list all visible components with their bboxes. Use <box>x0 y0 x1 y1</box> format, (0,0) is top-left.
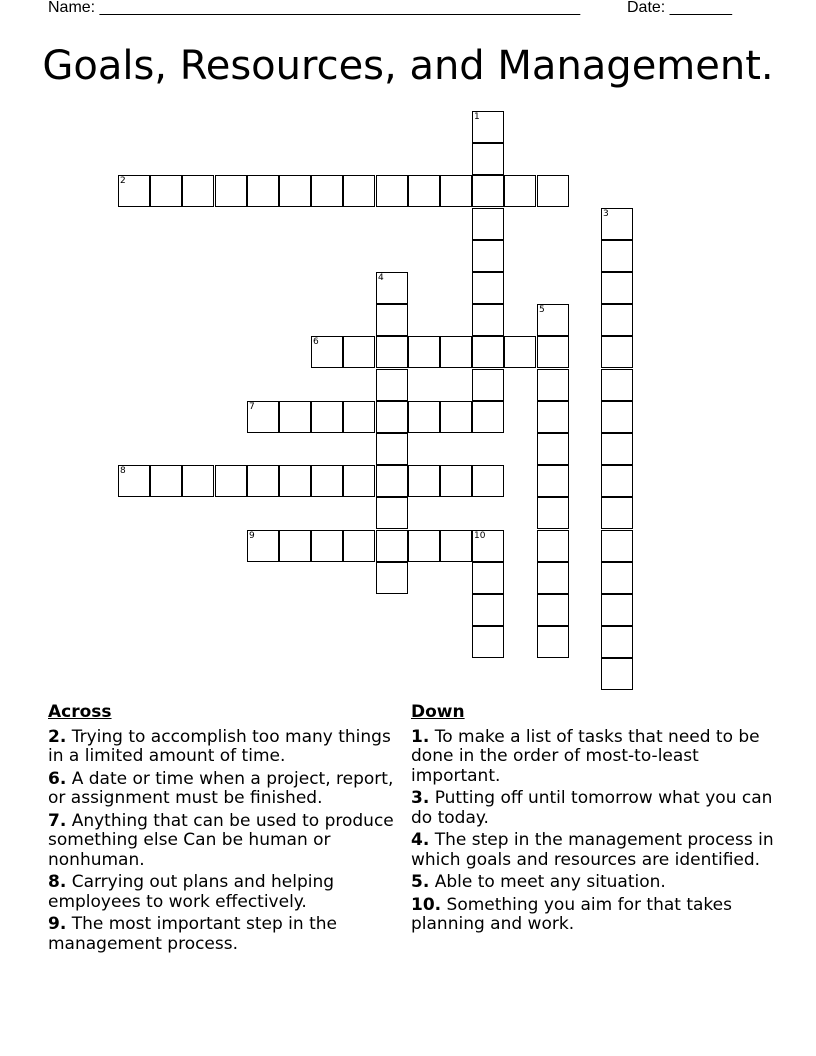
grid-cell[interactable] <box>376 272 408 304</box>
grid-cell[interactable] <box>601 336 633 368</box>
grid-cell[interactable] <box>343 465 375 497</box>
grid-cell[interactable] <box>279 175 311 207</box>
grid-cell[interactable] <box>601 658 633 690</box>
down-clues <box>411 703 783 938</box>
grid-cell[interactable] <box>118 465 150 497</box>
grid-cell[interactable] <box>537 626 569 658</box>
cell-number: 9 <box>249 531 255 541</box>
grid-cell[interactable] <box>279 465 311 497</box>
grid-cell[interactable] <box>215 465 247 497</box>
clue-number: 3. <box>411 788 430 808</box>
across-clue-2 <box>48 728 406 767</box>
grid-cell[interactable] <box>247 530 279 562</box>
cell-number: 8 <box>120 466 126 476</box>
grid-cell[interactable] <box>440 336 472 368</box>
grid-cell[interactable] <box>537 562 569 594</box>
down-clue-10 <box>411 896 783 935</box>
cell-number: 6 <box>313 337 319 347</box>
grid-cell[interactable] <box>601 594 633 626</box>
clue-number: 4. <box>411 830 430 850</box>
clue-text: The step in the management process in which goals and resources are identified. <box>411 830 774 870</box>
grid-cell[interactable] <box>537 401 569 433</box>
grid-cell[interactable] <box>408 401 440 433</box>
clue-number: 5. <box>411 872 430 892</box>
grid-cell[interactable] <box>504 336 536 368</box>
grid-cell[interactable] <box>376 336 408 368</box>
grid-cell[interactable] <box>343 530 375 562</box>
clue-text: A date or time when a project, report, or assignment must be finished. <box>48 768 394 808</box>
grid-cell[interactable] <box>376 175 408 207</box>
grid-cell[interactable] <box>537 336 569 368</box>
grid-cell[interactable] <box>311 401 343 433</box>
grid-cell[interactable] <box>376 304 408 336</box>
across-heading: Across <box>48 702 112 722</box>
clue-number: 7. <box>48 810 67 831</box>
grid-cell[interactable] <box>601 465 633 497</box>
grid-cell[interactable] <box>601 272 633 304</box>
grid-cell[interactable] <box>247 175 279 207</box>
grid-cell[interactable] <box>472 594 504 626</box>
grid-cell[interactable] <box>343 401 375 433</box>
grid-cell[interactable] <box>472 304 504 336</box>
grid-cell[interactable] <box>279 401 311 433</box>
grid-cell[interactable] <box>311 336 343 368</box>
clue-number: 8. <box>48 872 67 892</box>
grid-cell[interactable] <box>601 240 633 272</box>
grid-cell[interactable] <box>537 304 569 336</box>
grid-cell[interactable] <box>472 111 504 143</box>
clue-number: 6. <box>48 768 67 789</box>
grid-cell[interactable] <box>537 175 569 207</box>
grid-cell[interactable] <box>376 497 408 529</box>
grid-cell[interactable] <box>118 175 150 207</box>
grid-cell[interactable] <box>408 175 440 207</box>
grid-cell[interactable] <box>311 465 343 497</box>
clue-text: To make a list of tasks that need to be done in the order of most-to-least important. <box>411 726 760 786</box>
grid-cell[interactable] <box>376 401 408 433</box>
down-clue-5 <box>411 873 783 893</box>
grid-cell[interactable] <box>472 465 504 497</box>
clue-number: 2. <box>48 726 67 747</box>
grid-cell[interactable] <box>440 530 472 562</box>
grid-cell[interactable] <box>472 401 504 433</box>
grid-cell[interactable] <box>601 208 633 240</box>
grid-cell[interactable] <box>601 530 633 562</box>
grid-cell[interactable] <box>472 336 504 368</box>
grid-cell[interactable] <box>150 175 182 207</box>
page-title: Goals, Resources, and Management. <box>42 43 774 89</box>
grid-cell[interactable] <box>408 336 440 368</box>
clue-text: Putting off until tomorrow what you can do today. <box>411 788 773 828</box>
grid-cell[interactable] <box>537 433 569 465</box>
grid-cell[interactable] <box>343 336 375 368</box>
grid-cell[interactable] <box>472 208 504 240</box>
grid-cell[interactable] <box>376 530 408 562</box>
grid-cell[interactable] <box>182 175 214 207</box>
grid-cell[interactable] <box>601 401 633 433</box>
grid-cell[interactable] <box>601 433 633 465</box>
grid-cell[interactable] <box>440 175 472 207</box>
grid-cell[interactable] <box>537 530 569 562</box>
clue-number: 1. <box>411 726 430 747</box>
grid-cell[interactable] <box>472 240 504 272</box>
grid-cell[interactable] <box>150 465 182 497</box>
grid-cell[interactable] <box>311 175 343 207</box>
cell-number: 4 <box>378 273 384 283</box>
across-clue-6 <box>48 770 406 809</box>
cell-number: 5 <box>539 305 545 315</box>
clue-number: 9. <box>48 914 67 934</box>
grid-cell[interactable] <box>279 530 311 562</box>
grid-cell[interactable] <box>601 626 633 658</box>
down-clue-4 <box>411 831 783 870</box>
name-field[interactable]: Name: ______________________________________________________ <box>48 0 581 16</box>
grid-cell[interactable] <box>247 465 279 497</box>
grid-cell[interactable] <box>376 465 408 497</box>
clue-text: Anything that can be used to produce something else Can be human or nonhuman. <box>48 810 394 870</box>
clue-text: Something you aim for that takes planning and work. <box>411 894 732 934</box>
clue-text: Trying to accomplish too many things in a limited amount of time. <box>48 726 391 766</box>
grid-cell[interactable] <box>472 626 504 658</box>
grid-cell[interactable] <box>601 562 633 594</box>
cell-number: 7 <box>249 402 255 412</box>
grid-cell[interactable] <box>472 562 504 594</box>
cell-number: 10 <box>474 531 486 541</box>
grid-cell[interactable] <box>504 175 536 207</box>
grid-cell[interactable] <box>472 143 504 175</box>
grid-cell[interactable] <box>537 369 569 401</box>
across-clues <box>48 703 406 957</box>
clue-number: 10. <box>411 894 442 915</box>
cell-number: 2 <box>120 176 126 186</box>
across-clue-9 <box>48 915 406 954</box>
grid-cell[interactable] <box>408 530 440 562</box>
grid-cell[interactable] <box>601 369 633 401</box>
grid-cell[interactable] <box>601 304 633 336</box>
clue-text: The most important step in the management process. <box>48 914 337 954</box>
grid-cell[interactable] <box>376 433 408 465</box>
down-heading: Down <box>411 702 465 722</box>
grid-cell[interactable] <box>440 401 472 433</box>
across-clue-8 <box>48 873 406 912</box>
grid-cell[interactable] <box>215 175 247 207</box>
down-clue-1 <box>411 728 783 787</box>
cell-number: 3 <box>603 209 609 219</box>
grid-cell[interactable] <box>537 497 569 529</box>
grid-cell[interactable] <box>601 497 633 529</box>
cell-number: 1 <box>474 112 480 122</box>
clue-text: Able to meet any situation. <box>434 872 666 892</box>
across-clue-7 <box>48 812 406 871</box>
date-field[interactable]: Date: _______ <box>627 0 732 16</box>
grid-cell[interactable] <box>343 175 375 207</box>
grid-cell[interactable] <box>376 562 408 594</box>
grid-cell[interactable] <box>311 530 343 562</box>
grid-cell[interactable] <box>408 465 440 497</box>
grid-cell[interactable] <box>376 369 408 401</box>
clue-text: Carrying out plans and helping employees to work effectively. <box>48 872 335 912</box>
grid-cell[interactable] <box>472 175 504 207</box>
grid-cell[interactable] <box>440 465 472 497</box>
grid-cell[interactable] <box>472 369 504 401</box>
grid-cell[interactable] <box>537 594 569 626</box>
down-clue-3 <box>411 789 783 828</box>
grid-cell[interactable] <box>537 465 569 497</box>
grid-cell[interactable] <box>472 272 504 304</box>
grid-cell[interactable] <box>182 465 214 497</box>
grid-cell[interactable] <box>247 401 279 433</box>
grid-cell[interactable] <box>472 530 504 562</box>
